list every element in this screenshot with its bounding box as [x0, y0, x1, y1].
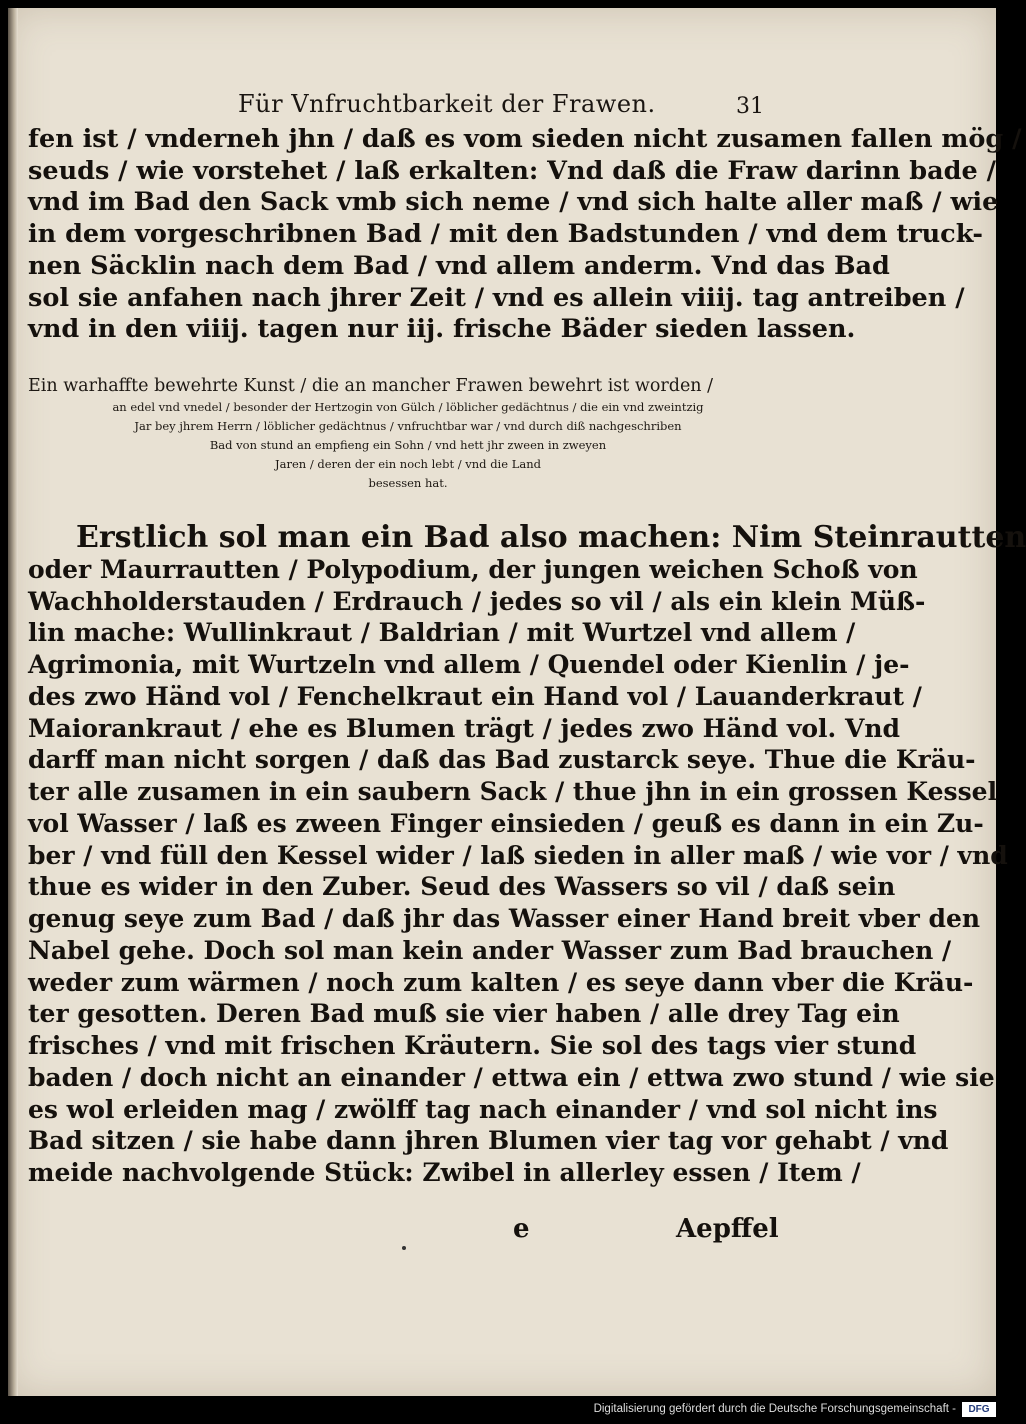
text-line: vol Wasser / laß es zween Finger einsieden / geuß es dann in ein Zu-	[28, 808, 984, 838]
text-line: sol sie anfahen nach jhrer Zeit / vnd es allein viiij. tag antreiben /	[28, 282, 965, 313]
text-line: oder Maurrautten / Polypodium, der jungen weichen Schoß von	[28, 554, 918, 584]
footer-bar	[0, 1398, 1000, 1424]
text-line: darff man nicht sorgen / daß das Bad zustarck seye. Thue die Kräu-	[28, 745, 976, 775]
paragraph-main	[28, 520, 1026, 1189]
heading-line: Ein warhaffte bewehrte Kunst / die an mancher Frawen bewehrt ist worden /	[28, 376, 714, 396]
heading-line: Jar bey jhrem Herrn / löblicher gedächtnus / vnfruchtbar war / vnd durch diß nachgeschriben	[134, 419, 682, 433]
heading-line: an edel vnd vnedel / besonder der Hertzogin von Gülch / löblicher gedächtnus / die ein vnd zweintzig	[112, 400, 704, 414]
text-line: Bad sitzen / sie habe dann jhren Blumen vier tag vor gehabt / vnd	[28, 1126, 949, 1156]
text-line: Nabel gehe. Doch sol man kein ander Wasser zum Bad brauchen /	[28, 935, 952, 965]
text-line: Wachholderstauden / Erdrauch / jedes so vil / als ein klein Müß-	[28, 586, 926, 616]
text-line: genug seye zum Bad / daß jhr das Wasser einer Hand breit vber den	[28, 904, 981, 933]
page-number: 31	[736, 94, 764, 119]
text-line: lin mache: Wullinkraut / Baldrian / mit Wurtzel vnd allem /	[28, 618, 856, 648]
funding-credit: Digitalisierung gefördert durch die Deutsche Forschungsgemeinschaft -	[593, 1403, 956, 1415]
text-line: baden / doch nicht an einander / ettwa ein / ettwa zwo stund / wie sie	[28, 1062, 995, 1092]
page-binding-edge	[8, 8, 18, 1396]
text-line: ter alle zusamen in ein saubern Sack / thue jhn in ein grossen Kessel	[28, 777, 998, 806]
text-line: fen ist / vnderneh jhn / daß es vom sieden nicht zusamen fallen mög /	[28, 124, 1022, 154]
text-line: frisches / vnd mit frischen Kräutern. Sie sol des tags vier stund	[28, 1031, 917, 1060]
heading-line: besessen hat.	[368, 476, 448, 490]
ink-speck	[402, 1246, 406, 1250]
heading-line: Bad von stund an empfieng ein Sohn / vnd hett jhr zween in zweyen	[209, 438, 607, 452]
text-line: ber / vnd füll den Kessel wider / laß sieden in aller maß / wie vor / vnd	[28, 840, 1008, 870]
book-page	[8, 8, 1026, 1396]
text-line: seuds / wie vorstehet / laß erkalten: Vnd daß die Fraw darinn bade /	[28, 155, 996, 186]
text-line: Agrimonia, mit Wurtzeln vnd allem / Quendel oder Kienlin / je-	[28, 650, 910, 679]
text-line: vnd im Bad den Sack vmb sich neme / vnd sich halte aller maß / wie	[28, 187, 999, 218]
text-line: ter gesotten. Deren Bad muß sie vier haben / alle drey Tag ein	[28, 999, 900, 1029]
text-line: in dem vorgeschribnen Bad / mit den Badstunden / vnd dem truck-	[28, 219, 983, 250]
text-line: weder zum wärmen / noch zum kalten / es seye dann vber die Kräu-	[28, 967, 974, 997]
text-line: meide nachvolgende Stück: Zwibel in allerley essen / Item /	[28, 1158, 861, 1187]
text-line: es wol erleiden mag / zwölff tag nach einander / vnd sol nicht ins	[28, 1094, 938, 1124]
catchword: Aepffel	[676, 1214, 779, 1244]
running-title: Für Vnfruchtbarkeit der Frawen.	[238, 90, 656, 118]
text-line: des zwo Händ vol / Fenchelkraut ein Hand vol / Lauanderkraut /	[28, 681, 922, 711]
text-line: thue es wider in den Zuber. Seud des Wassers so vil / daß sein	[28, 872, 896, 902]
paragraph-continued	[28, 124, 1022, 346]
section-heading	[28, 374, 788, 493]
heading-line: Jaren / deren der ein noch lebt / vnd die Land	[275, 457, 541, 471]
text-line: vnd in den viiij. tagen nur iij. frische Bäder sieden lassen.	[28, 314, 856, 345]
text-line: Erstlich sol man ein Bad also machen: Nim Steinrautten	[76, 520, 1026, 555]
text-line: nen Säcklin nach dem Bad / vnd allem anderm. Vnd das Bad	[28, 250, 890, 281]
signature-mark: e	[513, 1214, 530, 1244]
dfg-logo: DFG	[962, 1402, 996, 1417]
text-line: Maiorankraut / ehe es Blumen trägt / jedes zwo Händ vol. Vnd	[28, 713, 900, 743]
